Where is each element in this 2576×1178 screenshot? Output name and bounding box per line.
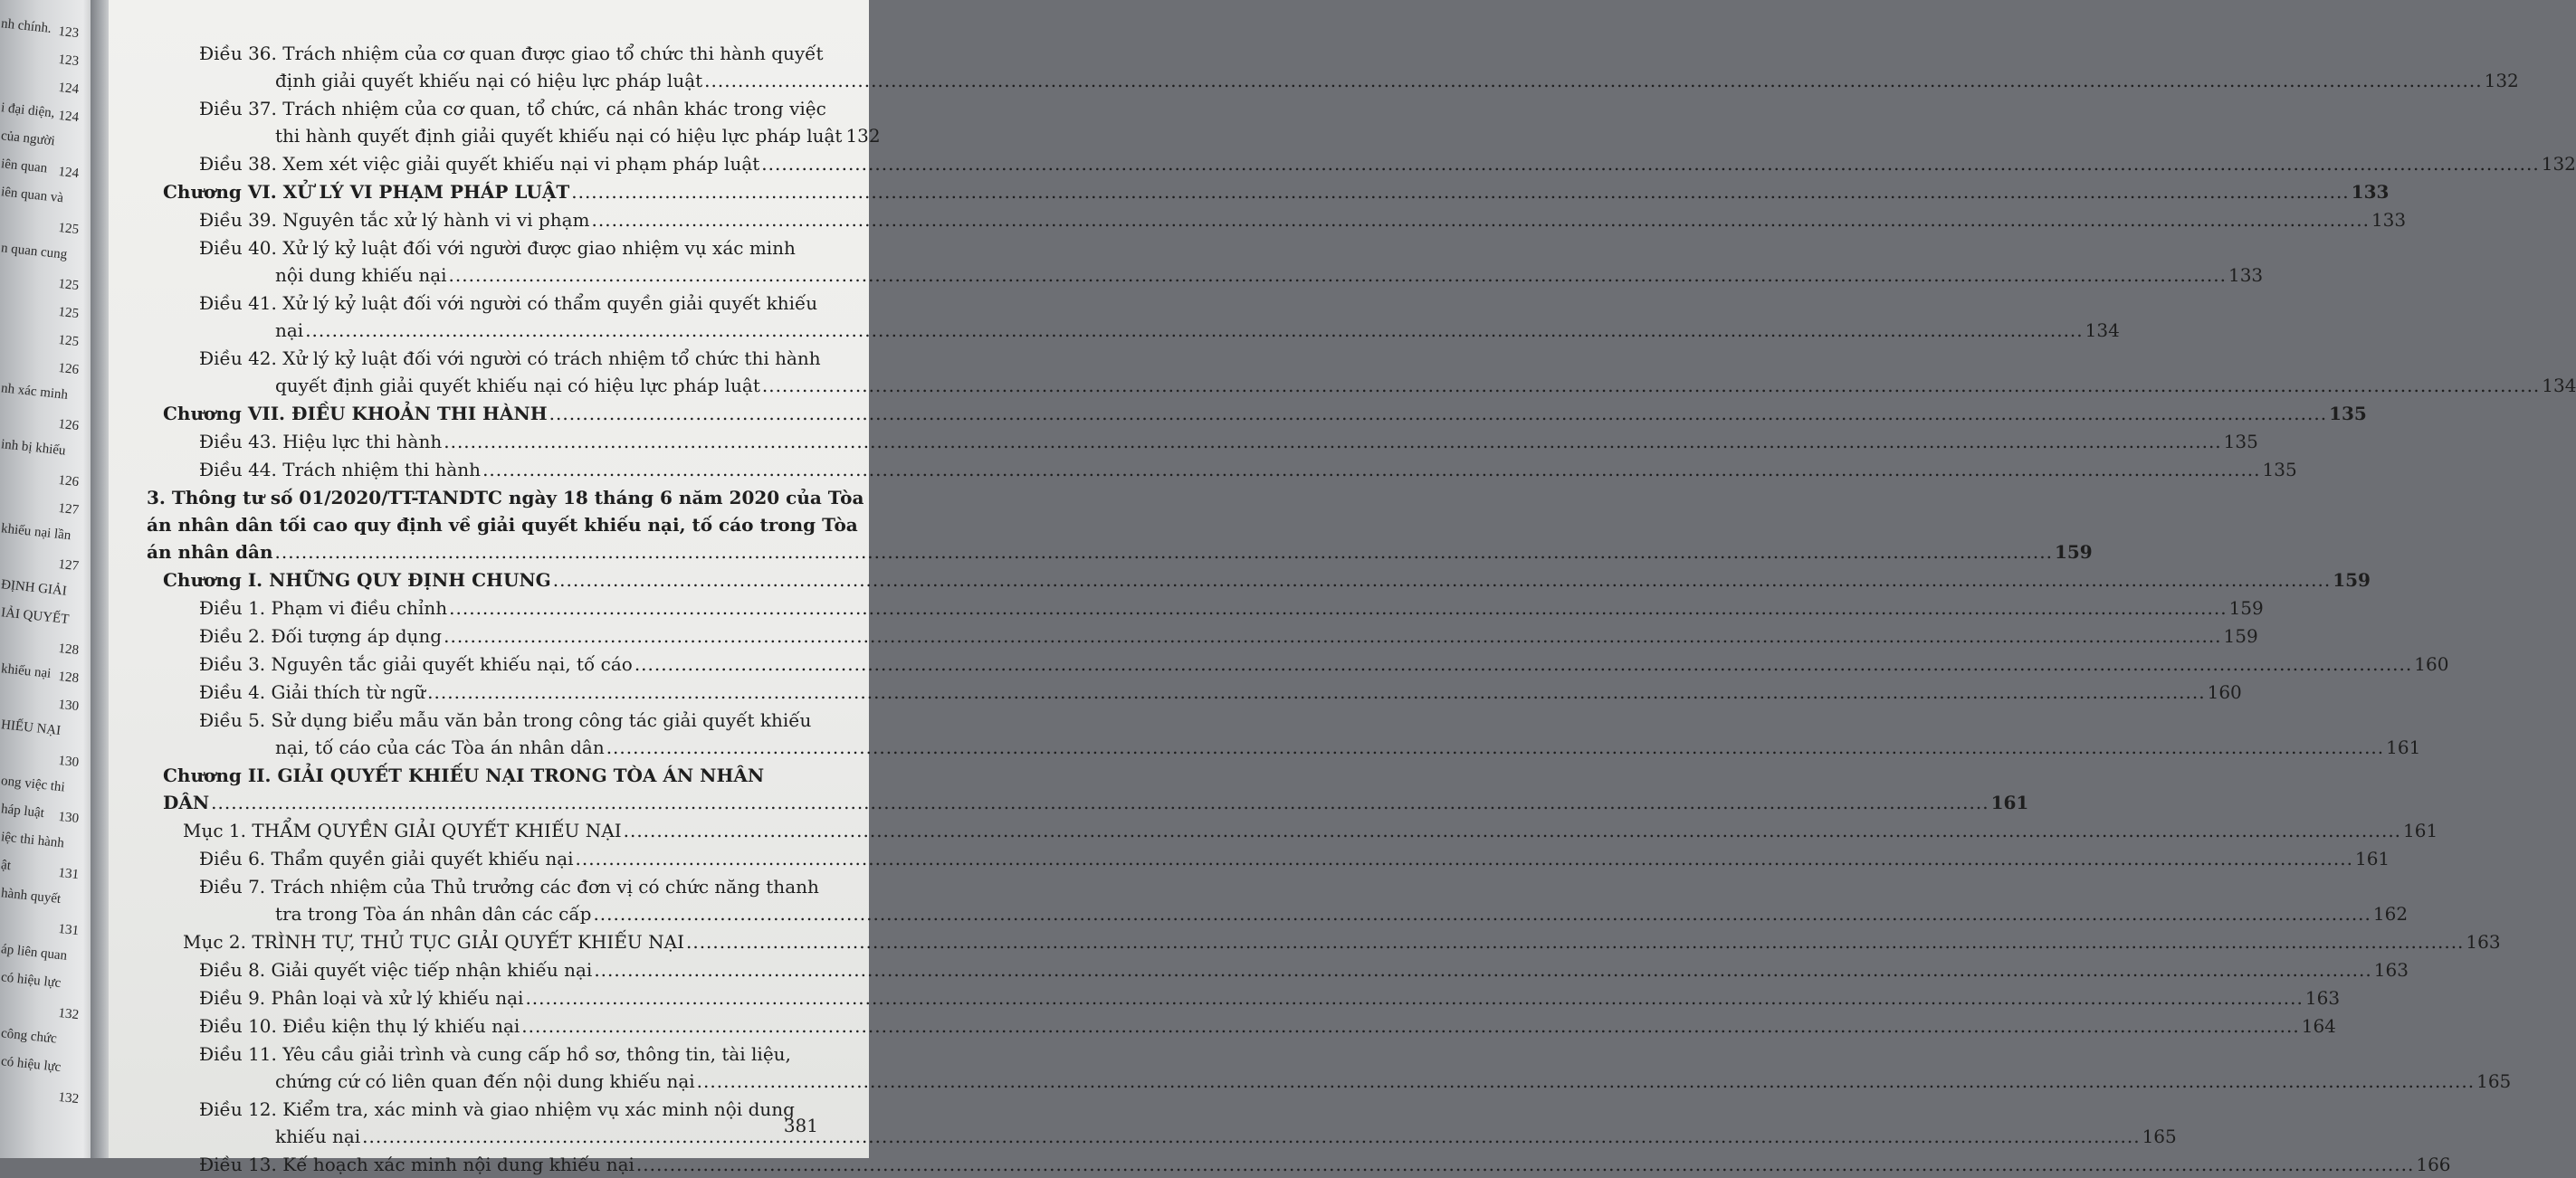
toc-line <box>199 679 2242 706</box>
toc-entry-text: DÂN <box>163 792 210 813</box>
toc-line <box>199 40 824 67</box>
toc-page-number: 161 <box>2354 848 2390 869</box>
left-page-fragment <box>0 157 97 182</box>
toc-entry[interactable] <box>163 400 2367 427</box>
fragment-text <box>0 353 2 367</box>
fragment-text: HIẾU NẠI <box>0 717 62 739</box>
toc-line <box>199 873 819 900</box>
left-page-fragment <box>0 605 97 631</box>
toc-entry-text: Điều 43. Hiệu lực thi hành <box>199 431 443 452</box>
left-page-fragment <box>0 774 97 799</box>
toc-entry[interactable] <box>199 651 2449 678</box>
toc-page-number: 160 <box>2414 653 2449 675</box>
toc-entry[interactable] <box>199 707 2421 761</box>
fragment-page: 126 <box>57 472 80 490</box>
toc-entry[interactable] <box>199 1096 2177 1150</box>
fragment-text: iệc thi hành <box>0 830 65 851</box>
fragment-text: ật <box>0 858 12 874</box>
toc-entry[interactable] <box>199 456 2297 483</box>
left-page-fragment <box>0 297 97 322</box>
toc-entry[interactable] <box>199 150 2576 177</box>
toc-page-number: 135 <box>2223 431 2258 452</box>
toc-line <box>199 622 2258 650</box>
toc-line <box>199 428 2258 455</box>
fragment-text: khiếu nại <box>0 661 52 681</box>
toc-entry[interactable] <box>199 290 2120 344</box>
toc-entry-text: chứng cứ có liên quan đến nội dung khiếu nại <box>275 1070 695 1092</box>
toc-entry-text: Mục 1. THẨM QUYỀN GIẢI QUYẾT KHIẾU NẠI <box>183 820 622 841</box>
fragment-page: 123 <box>57 52 80 70</box>
left-page-fragment <box>0 128 97 154</box>
toc-line <box>199 317 2120 344</box>
toc-entry[interactable] <box>147 484 2093 565</box>
toc-page-number: 159 <box>2054 541 2093 563</box>
toc-line <box>199 67 2519 94</box>
left-page-fragment <box>0 1026 97 1051</box>
fragment-text: i đại diện, <box>0 100 56 121</box>
left-page-fragment <box>0 633 97 659</box>
toc-entry[interactable] <box>199 873 2409 927</box>
toc-line <box>147 484 864 511</box>
toc-entry-text: Điều 6. Thẩm quyền giải quyết khiếu nại <box>199 848 574 869</box>
toc-page-number: 135 <box>2329 403 2367 424</box>
dot-leader <box>686 928 2464 955</box>
left-page-fragment <box>0 213 97 238</box>
fragment-page: 125 <box>57 276 80 294</box>
toc-entry[interactable] <box>199 594 2264 622</box>
left-page-fragment <box>0 16 97 42</box>
fragment-text <box>0 633 2 648</box>
fragment-text <box>0 1082 2 1097</box>
dot-leader <box>521 1012 2299 1040</box>
toc-line <box>199 456 2297 483</box>
left-page-fragment <box>0 661 97 687</box>
toc-entry-text: Điều 8. Giải quyết việc tiếp nhận khiếu nại <box>199 959 593 981</box>
toc-page-number: 133 <box>2228 264 2264 286</box>
dot-leader <box>525 984 2303 1012</box>
toc-entry-text: Điều 4. Giải thích từ ngữ <box>199 681 426 703</box>
left-page-fragment <box>0 100 97 126</box>
left-page-fragment <box>0 381 97 406</box>
fragment-text: có hiệu lực <box>0 1054 62 1076</box>
dot-leader <box>704 67 2482 94</box>
toc-line <box>199 984 2341 1012</box>
left-page-fragment <box>0 886 97 911</box>
toc-entry-text: Điều 13. Kế hoạch xác minh nội dung khiếu nại <box>199 1154 634 1175</box>
dot-leader <box>697 1068 2475 1095</box>
toc-line <box>147 511 858 538</box>
left-page-fragment <box>0 689 97 715</box>
fragment-text: IẢI QUYẾT <box>0 605 70 628</box>
toc-page-number: 134 <box>2542 375 2576 396</box>
fragment-text: n quan cung <box>0 241 68 262</box>
toc-entry[interactable] <box>199 622 2258 650</box>
fragment-page: 123 <box>57 24 80 42</box>
fragment-page: 124 <box>57 164 80 182</box>
toc-line <box>199 1096 816 1123</box>
toc-entry-text: nại, tố cáo của các Tòa án nhân dân <box>275 736 605 758</box>
dot-leader <box>606 734 2384 761</box>
toc-entry-text: Điều 36. Trách nhiệm của cơ quan được giao tổ chức thi hành quyết <box>199 43 824 64</box>
fragment-page: 127 <box>57 556 80 575</box>
dot-leader <box>571 178 2349 205</box>
right-page <box>109 0 2576 1175</box>
toc-entry-text: quyết định giải quyết khiếu nại có hiệu lực pháp luật <box>275 375 760 396</box>
left-page-fragment <box>0 549 97 575</box>
left-page-fragment <box>0 1054 97 1079</box>
toc-entry-text: Điều 1. Phạm vi điều chỉnh <box>199 597 448 619</box>
left-page-fragment <box>0 746 97 771</box>
toc-entry[interactable] <box>199 206 2407 233</box>
toc-line <box>199 95 826 122</box>
left-page-fragment <box>0 942 97 967</box>
fragment-text: ong việc thi <box>0 774 66 795</box>
fragment-page: 124 <box>57 80 80 98</box>
toc-page-number: 166 <box>2416 1154 2451 1175</box>
fragment-text: áp liên quan <box>0 942 68 964</box>
fragment-text: có hiệu lực <box>0 970 62 992</box>
left-page-fragment <box>0 353 97 378</box>
fragment-page: 126 <box>57 416 80 434</box>
left-page-fragment <box>0 185 97 210</box>
fragment-page: 125 <box>57 220 80 238</box>
toc-line <box>199 594 2264 622</box>
toc-entry[interactable] <box>199 95 881 149</box>
toc-line <box>199 845 2390 872</box>
toc-line <box>199 206 2407 233</box>
toc-entry[interactable] <box>199 428 2258 455</box>
toc-page-number: 165 <box>2476 1070 2512 1092</box>
toc-line <box>183 817 2438 844</box>
fragment-text <box>0 549 2 564</box>
fragment-text: công chức <box>0 1026 58 1047</box>
toc-entry-text: tra trong Tòa án nhân dân các cấp <box>275 903 592 925</box>
left-page-fragment <box>0 717 97 743</box>
fragment-text: iên quan và <box>0 185 64 206</box>
left-page-fragment <box>0 72 97 98</box>
page-number: 381 <box>783 1115 818 1136</box>
dot-leader <box>549 400 2327 427</box>
toc-page-number: 163 <box>2304 987 2341 1009</box>
left-page-fragment <box>0 998 97 1023</box>
fragment-page: 127 <box>57 500 80 518</box>
fragment-page: 130 <box>57 809 80 827</box>
toc-line <box>163 566 2371 594</box>
toc-entry[interactable] <box>199 234 2264 289</box>
toc-line <box>147 538 2093 565</box>
toc-entry[interactable] <box>199 40 2519 94</box>
toc-entry-text: Điều 39. Nguyên tắc xử lý hành vi vi phạm <box>199 209 590 231</box>
dot-leader <box>636 1151 2414 1178</box>
toc-entry-text: Mục 2. TRÌNH TỰ, THỦ TỤC GIẢI QUYẾT KHIẾU NẠI <box>183 931 684 953</box>
toc-line <box>199 734 2421 761</box>
toc-entry-text: Điều 11. Yêu cầu giải trình và cung cấp hồ sơ, thông tin, tài liệu, <box>199 1043 791 1065</box>
fragment-text <box>0 465 2 480</box>
toc-entry-text: án nhân dân tối cao quy định về giải quyết khiếu nại, tố cáo trong Tòa <box>147 514 858 536</box>
toc-entry-text: án nhân dân <box>147 541 273 563</box>
dot-leader <box>362 1123 2140 1150</box>
left-page-fragment <box>0 493 97 518</box>
toc-line <box>199 290 816 317</box>
dot-leader <box>444 622 2221 650</box>
left-page-fragment <box>0 830 97 855</box>
toc-page-number: 132 <box>2541 153 2576 175</box>
fragment-text <box>0 72 2 87</box>
toc-page-number: 132 <box>845 125 881 147</box>
fragment-text <box>0 44 2 59</box>
toc-page-number: 134 <box>2085 319 2120 341</box>
toc-entry-text: Điều 40. Xử lý kỷ luật đối với người được giao nhiệm vụ xác minh <box>199 237 796 259</box>
toc-line <box>199 1012 2336 1040</box>
left-page-fragment <box>0 521 97 546</box>
fragment-text: inh bị khiếu <box>0 437 67 459</box>
toc-line <box>199 261 2264 289</box>
toc-page-number: 164 <box>2301 1015 2336 1037</box>
toc-page-number: 159 <box>2333 569 2371 591</box>
dot-leader <box>593 900 2371 927</box>
fragment-text <box>0 213 2 227</box>
toc-line <box>199 1123 2177 1150</box>
dot-leader <box>553 566 2331 594</box>
fragment-text: nh xác minh <box>0 381 69 403</box>
toc-entry-text: nội dung khiếu nại <box>275 264 447 286</box>
left-page-fragment <box>0 802 97 827</box>
toc-entry-text: Chương II. GIẢI QUYẾT KHIẾU NẠI TRONG TÒA ÁN NHÂN <box>163 765 765 786</box>
dot-leader <box>634 651 2412 678</box>
toc-entry-text: Điều 42. Xử lý kỷ luật đối với người có trách nhiệm tổ chức thi hành <box>199 347 821 369</box>
left-page-fragment <box>0 241 97 266</box>
left-page-fragment <box>0 577 97 603</box>
toc-entry-text: Chương VII. ĐIỀU KHOẢN THI HÀNH <box>163 403 548 424</box>
toc-entry-text: Điều 7. Trách nhiệm của Thủ trưởng các đơn vị có chức năng thanh <box>199 876 819 898</box>
fragment-page: 132 <box>57 1005 80 1023</box>
toc-line <box>163 789 2029 816</box>
toc-entry[interactable] <box>163 178 2390 205</box>
dot-leader <box>449 594 2227 622</box>
toc-line <box>183 928 2501 955</box>
fragment-text: hành quyết <box>0 886 62 907</box>
toc-entry-text: Điều 5. Sử dụng biểu mẫu văn bản trong công tác giải quyết khiếu <box>199 709 812 731</box>
toc-line <box>163 178 2390 205</box>
fragment-text <box>0 269 2 283</box>
toc-page-number: 162 <box>2372 903 2409 925</box>
toc-line <box>199 651 2449 678</box>
toc-line <box>199 707 816 734</box>
toc-entry[interactable] <box>199 1151 2451 1178</box>
left-page-fragment <box>0 409 97 434</box>
toc-entry-text: Chương I. NHỮNG QUY ĐỊNH CHUNG <box>163 569 551 591</box>
fragment-text: iên quan <box>0 157 48 176</box>
toc-line <box>199 372 2576 399</box>
toc-page-number: 159 <box>2228 597 2264 619</box>
toc-entry[interactable] <box>163 762 2029 816</box>
toc-entry[interactable] <box>183 817 2438 844</box>
dot-leader <box>275 538 2053 565</box>
left-page-fragment <box>0 914 97 939</box>
fragment-text <box>0 325 2 339</box>
toc-line <box>199 150 2576 177</box>
toc-entry[interactable] <box>199 1012 2336 1040</box>
fragment-text <box>0 998 2 1012</box>
toc-entry-text: định giải quyết khiếu nại có hiệu lực pháp luật <box>275 70 703 91</box>
toc-page-number: 133 <box>2371 209 2407 231</box>
toc-entry-text: Chương VI. XỬ LÝ VI PHẠM PHÁP LUẬT <box>163 181 570 203</box>
dot-leader <box>576 845 2353 872</box>
toc-page-number: 163 <box>2466 931 2501 953</box>
toc-entry[interactable] <box>199 845 2390 872</box>
left-page-fragment <box>0 858 97 883</box>
fragment-page: 125 <box>57 332 80 350</box>
dot-leader <box>305 317 2083 344</box>
left-page-fragment <box>0 970 97 995</box>
left-page <box>0 0 98 1158</box>
dot-leader <box>594 956 2371 983</box>
left-page-fragment <box>0 1082 97 1107</box>
toc-entry-text: Điều 44. Trách nhiệm thi hành <box>199 459 482 480</box>
toc-line <box>199 900 2409 927</box>
toc-line <box>163 400 2367 427</box>
toc-entry[interactable] <box>163 566 2371 594</box>
toc-entry[interactable] <box>199 345 2576 399</box>
fragment-page: 131 <box>57 921 80 939</box>
toc-page-number: 161 <box>1990 792 2029 813</box>
toc-page-number: 159 <box>2223 625 2258 647</box>
toc-entry[interactable] <box>199 984 2341 1012</box>
dot-leader <box>761 150 2539 177</box>
toc-entry-text: Điều 2. Đối tượng áp dụng <box>199 625 443 647</box>
toc-line <box>199 1151 2451 1178</box>
toc-entry-text: Điều 12. Kiểm tra, xác minh và giao nhiệm vụ xác minh nội dung <box>199 1098 795 1120</box>
fragment-text: háp luật <box>0 802 45 822</box>
toc-page-number: 135 <box>2262 459 2297 480</box>
left-page-fragment <box>0 44 97 70</box>
toc-line <box>199 956 2409 983</box>
fragment-page: 132 <box>57 1089 80 1107</box>
toc-line <box>163 762 816 789</box>
toc-entry-text: Điều 38. Xem xét việc giải quyết khiếu nại vi phạm pháp luật <box>199 153 760 175</box>
toc-entry-text: Điều 10. Điều kiện thụ lý khiếu nại <box>199 1015 520 1037</box>
dot-leader <box>444 428 2221 455</box>
toc-entry-text: 3. Thông tư số 01/2020/TT-TANDTC ngày 18 tháng 6 năm 2020 của Tòa <box>147 487 864 508</box>
toc-page-number: 163 <box>2373 959 2409 981</box>
toc-line <box>199 122 881 149</box>
toc-entry[interactable] <box>199 679 2242 706</box>
toc-line <box>199 234 816 261</box>
toc-page-number: 133 <box>2351 181 2390 203</box>
fragment-page: 128 <box>57 641 80 659</box>
left-page-fragment <box>0 325 97 350</box>
dot-leader <box>624 817 2401 844</box>
toc-entry-text: thi hành quyết định giải quyết khiếu nại có hiệu lực pháp luật <box>275 125 843 147</box>
toc-page-number: 132 <box>2484 70 2519 91</box>
toc-line <box>199 1068 2512 1095</box>
left-page-fragment <box>0 437 97 462</box>
toc-page-number: 165 <box>2142 1126 2177 1147</box>
fragment-page: 126 <box>57 360 80 378</box>
toc-entry-text: Điều 9. Phân loại và xử lý khiếu nại <box>199 987 524 1009</box>
toc-entry-text: Điều 41. Xử lý kỷ luật đối với người có thẩm quyền giải quyết khiếu <box>199 292 818 314</box>
dot-leader <box>427 679 2205 706</box>
toc-page-number: 161 <box>2403 820 2438 841</box>
dot-leader <box>482 456 2260 483</box>
dot-leader <box>211 789 1989 816</box>
toc-page-number: 160 <box>2207 681 2242 703</box>
fragment-page: 130 <box>57 753 80 771</box>
fragment-text <box>0 689 2 704</box>
dot-leader <box>449 261 2227 289</box>
toc-line <box>199 1040 816 1068</box>
dot-leader <box>762 372 2540 399</box>
toc-entry[interactable] <box>199 956 2409 983</box>
left-page-fragment <box>0 465 97 490</box>
fragment-page: 125 <box>57 304 80 322</box>
toc-entry-text: Điều 37. Trách nhiệm của cơ quan, tổ chức, cá nhân khác trong việc <box>199 98 826 119</box>
fragment-page: 128 <box>57 669 80 687</box>
fragment-text: khiếu nại lần <box>0 521 72 544</box>
fragment-text <box>0 746 2 760</box>
toc-entry-text: nại <box>275 319 304 341</box>
toc-entry[interactable] <box>199 1040 2512 1095</box>
toc-line <box>199 345 821 372</box>
toc-page-number: 161 <box>2386 736 2421 758</box>
fragment-page: 124 <box>57 108 80 126</box>
fragment-text <box>0 297 2 311</box>
fragment-text <box>0 409 2 423</box>
toc-entry[interactable] <box>183 928 2501 955</box>
dot-leader <box>592 206 2370 233</box>
fragment-page: 131 <box>57 865 80 883</box>
fragment-text <box>0 914 2 928</box>
left-page-fragment <box>0 269 97 294</box>
fragment-text <box>0 493 2 508</box>
fragment-text: của người <box>0 128 56 149</box>
toc-entry-text: khiếu nại <box>275 1126 361 1147</box>
fragment-text: ĐỊNH GIẢI <box>0 577 68 599</box>
fragment-text: nh chính. <box>0 16 52 36</box>
fragment-page: 130 <box>57 697 80 715</box>
toc-entry-text: Điều 3. Nguyên tắc giải quyết khiếu nại, tố cáo <box>199 653 633 675</box>
